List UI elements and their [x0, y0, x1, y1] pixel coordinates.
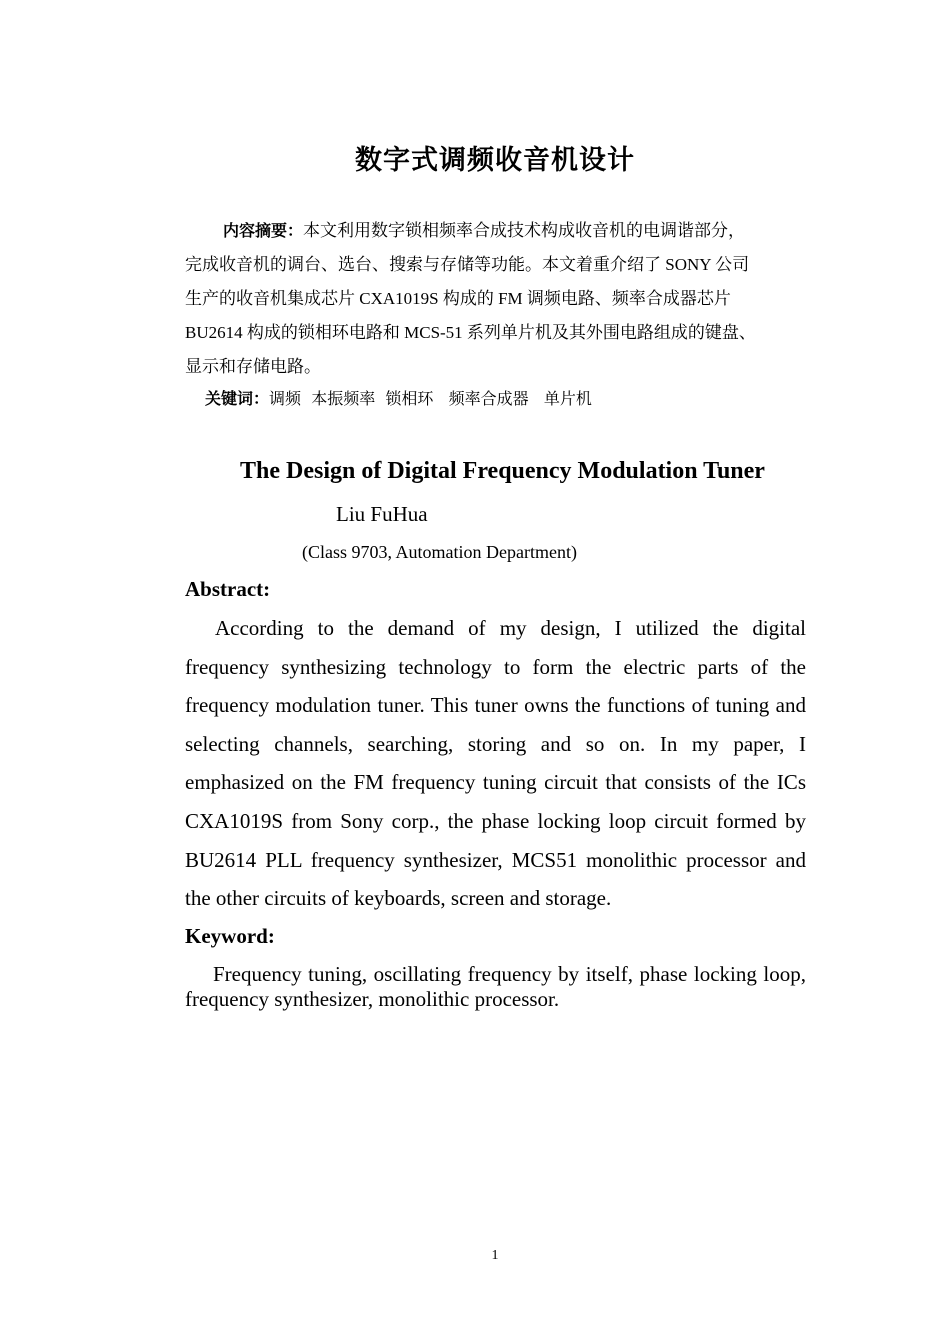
keyword-heading: Keyword:	[185, 924, 275, 948]
keyword-body: Frequency tuning, oscillating frequency by itself, phase locking loop, frequency synthesizer, monolithic processor.	[185, 962, 806, 1011]
chinese-abstract-line: 完成收音机的调台、选台、搜索与存储等功能。本文着重介绍了 SONY 公司	[185, 255, 750, 274]
chinese-abstract-line: 内容摘要：本文利用数字锁相频率合成技术构成收音机的电调谐部分，	[223, 221, 746, 240]
chinese-title: 数字式调频收音机设计	[355, 145, 635, 176]
chinese-abstract-line: BU2614 构成的锁相环电路和 MCS-51 系列单片机及其外围电路组成的键盘、	[185, 323, 756, 342]
english-title: The Design of Digital Frequency Modulation Tuner	[240, 458, 765, 484]
chinese-abstract-line: 显示和存储电路。	[185, 357, 321, 376]
chinese-abstract-label: 内容摘要：	[223, 221, 304, 240]
chinese-abstract	[185, 214, 810, 384]
abstract-body: According to the demand of my design, I utilized the digital frequency synthesizing technology to form the electric parts of the frequency modulation tuner. This tuner owns the functions of tuning and selecting channels, searching, storing and so on. In my paper, I emphasized on the FM frequency tuning circuit that consists of the ICs CXA1019S from Sony corp., the phase locking loop circuit formed by BU2614 PLL frequency synthesizer, MCS51 monolithic processor and the other circuits of keyboards, screen and storage.	[185, 616, 806, 911]
author-affiliation: (Class 9703, Automation Department)	[302, 542, 577, 562]
chinese-keywords-label: 关键词：	[205, 389, 270, 408]
author-name: Liu FuHua	[336, 502, 428, 526]
chinese-abstract-line: 生产的收音机集成芯片 CXA1019S 构成的 FM 调频电路、频率合成器芯片	[185, 289, 731, 308]
chinese-keywords-text: 调频 本振频率 锁相环 频率合成器 单片机	[269, 389, 592, 408]
abstract-heading: Abstract:	[185, 577, 271, 601]
chinese-keywords	[205, 386, 592, 409]
page-number: 1	[491, 1248, 499, 1263]
